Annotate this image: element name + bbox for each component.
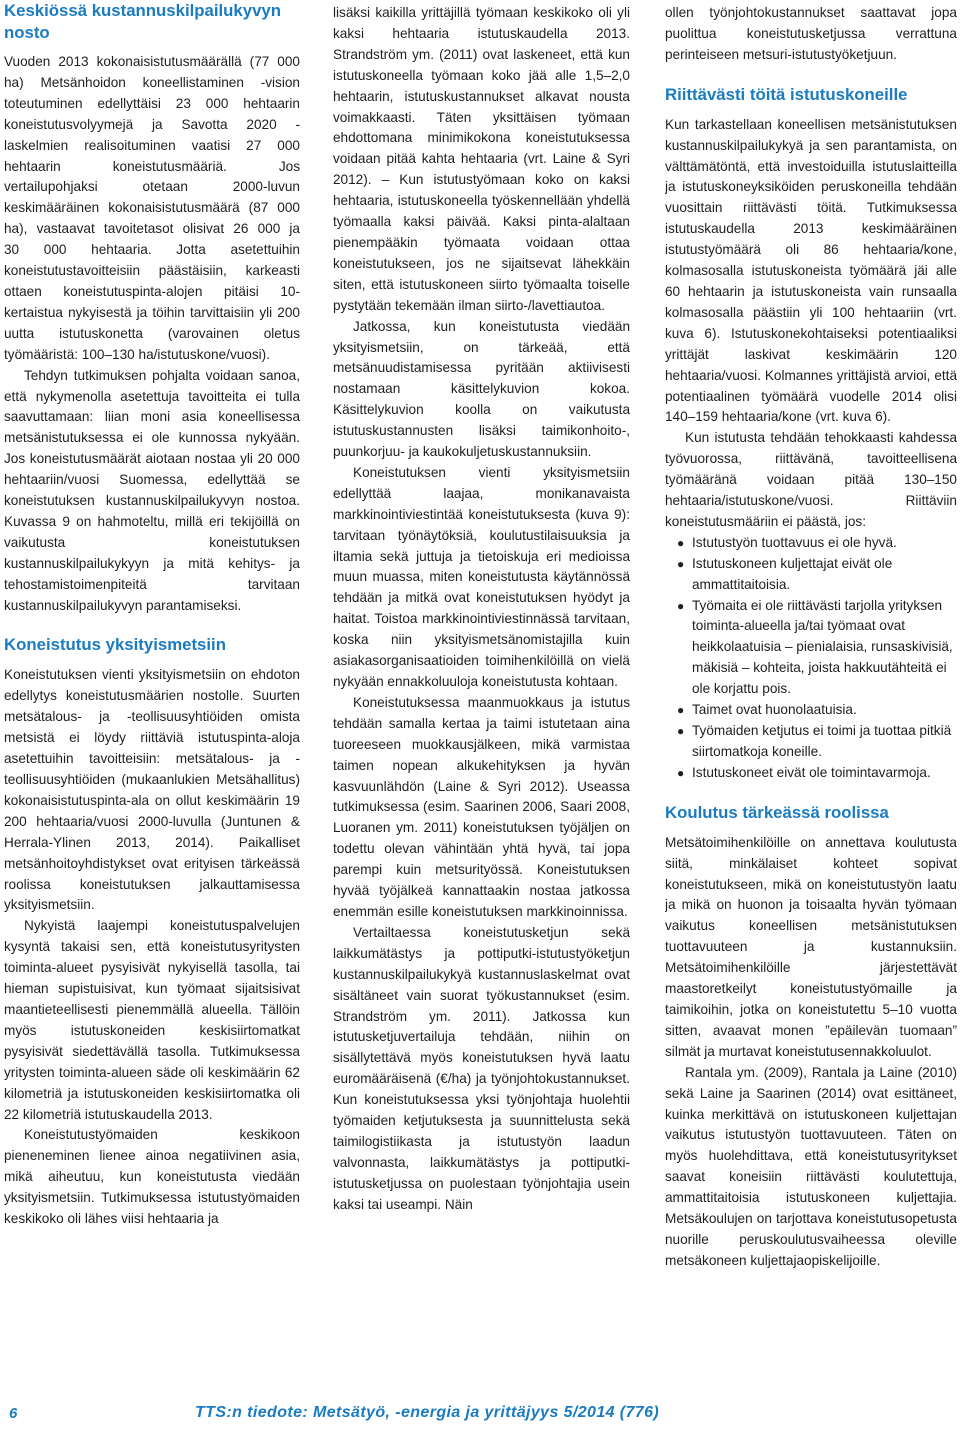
bullet-item: ● Työmaita ei ole riittävästi tarjolla yrityksen toiminta-alueella ja/tai työmaat ovat heikkolaatuisia – pienialaisia, runsaskivisiä, mäkisiä – kohteita, joista hakkuutähteitä ei ole korjattu pois. [677,597,953,697]
paragraph: Jatkossa, kun koneistutusta viedään yksityismetsiin, on tärkeää, että metsänuudistamisessa pyritään aktiivisesti nostamaan käsittelykuvion kokoa. Käsittelykuvion koolla on vaikutusta istutuskustannusten lisäksi taimikonhoito-, puunkorjuu- ja kaukokuljetuskustannuksiin. [333,318,630,460]
bullet-icon: ● [677,535,685,550]
bullet-icon: ● [677,765,685,780]
section-heading-enough-work: Riittävästi töitä istutuskoneille [665,84,908,104]
paragraph: Koneistutuksen vienti yksityismetsiin on ehdoton edellytys koneistutusmäärien nostolle. Suurten metsätalous- ja -teollisuusyhtiöiden omista metsistä ei löydy riittäviä istutuspinta-aloja asetettuihin tavoitteisiin: metsätalous- ja -teollisuusyhtiöiden (mukaanlukien Metsähallitus) kokonaisistutuspinta-ala on ollut keskimäärin 19 200 hehtaaria/vuosi 2000-luvulla (Juntunen & Herrala-Ylinen 2013, 2014). Paikalliset metsänhoitoyhdistykset ovat erityisen tärkeässä roolissa koneistutuksen jalkauttamisessa yksityismetsiin. [4,667,300,913]
section-heading-training: Koulutus tärkeässä roolissa [665,802,889,822]
bullet-list [665,533,957,784]
publication-title: TTS:n tiedote: Metsätyö, -energia ja yrittäjyys 5/2014 (776) [195,1404,660,1421]
paragraph: lisäksi kaikilla yrittäjillä työmaan keskikoko oli yli kaksi hehtaaria istutuskaudella 2013. Strandström ym. (2011) ovat laskeneet, että kun istutuskoneella työmaan koko jää alle 1,5–2,0 hehtaarin, istutuskustannukset alkavat nousta voimakkaasti. Täten yksittäisen työmaan ehdottomana minimikokona koneistutuksessa voidaan pitää kahta hehtaaria (vrt. Laine & Syri 2012). – Kun istutustyömaan koko on kaksi hehtaaria, istutuskoneella työskennellään yhdellä työmaalla kaksi päivää. Kaksi pinta-alaltaan pienempääkin työmaata voidaan ottaa koneistutukseen, jos ne sijaitsevat lähekkäin siten, että istutuskoneen siirto työmaalta toiselle pystytään tekemään ilman siirto-/lavettiautoa. [333,5,630,313]
bullet-item: ● Istutustyön tuottavuus ei ole hyvä. [665,533,957,554]
paragraph: Tehdyn tutkimuksen pohjalta voidaan sanoa, että nykymenolla asetettuja tavoitteita ei tulla saavuttamaan: liian moni asia koneellisessa metsänistutuksessa ei ole kunnossa nykyään. Jos koneistutusmäärät aiotaan nostaa yli 20 000 hehtaariin/vuosi Suomessa, edellyttää se koneistutuksen kustannuskilpailukyvyn nostoa. Kuvassa 9 on hahmoteltu, millä eri tekijöillä on vaikutusta koneistutuksen kustannuskilpailukykyyn ja mitä kehitys- ja tehostamistoimenpiteitä tarvitaan kustannuskilpailukyvyn parantamiseksi. [4,367,300,613]
bullet-item: ● Taimet ovat huonolaatuisia. [665,700,957,721]
paragraph: Vuoden 2013 kokonaisistutusmäärällä (77 000 ha) Metsänhoidon koneellistaminen -vision toteutuminen edellyttäisi 23 000 hehtaarin koneistutusvolyymejä ja Savotta 2020 -laskelmien realisoituminen vaatisi 27 000 hehtaarin koneistutusmääriä. Jos vertailupohjaksi otetaan 2000-luvun keskimääräinen kokonaisistutusmäärä (87 000 ha), vastaavat tavoitetasot olisivat 26 000 ja 30 000 hehtaaria. Jotta asetettuihin koneistutustavoitteisiin päästäisiin, karkeasti ottaen koneistutuspinta-alojen pitäisi 10-kertaistua nykyisestä ja töihin tarvittaisiin yli 200 uutta istutuskonetta (varovainen oletus työmääristä: 100–130 ha/istutuskone/vuosi). [4,54,300,362]
article-column-2 [333,3,630,1391]
bullet-icon: ● [677,703,685,718]
bullet-item: ● Työmaiden ketjutus ei toimi ja tuottaa pitkiä siirtomatkoja koneille. [677,723,952,759]
paragraph: Vertailtaessa koneistutusketjun sekä laikkumätästys ja pottiputki-istutustyöketjun kustannuskilpailukykyä kustannuslaskelmat ovat sisältäneet vain suorat työkustannukset (esim. Strandström ym. 2011). Jatkossa kun istutusketjuvertailuja tehdään, niihin on sisällytettävä myös koneistutuksen hyvä laatu euromääräisenä (€/ha) ja työnjohtokustannukset. Kun koneistutuksessa yksi työnjohtaja huolehtii työmaiden ketjutuksesta ja suunnittelusta sekä taimilogistiikasta ja istutustyön laadun valvonnasta, laikkumätästys ja pottiputki-istutusketjussa on puolestaan työnjohtajia usein kaksi tai useampi. Näin [333,924,630,1212]
paragraph: Koneistutuksen vienti yksityismetsiin edellyttää laajaa, monikanavaista markkinointiviestintää koneistutuksesta (kuva 9): tarvitaan työnäytöksiä, koulutustilaisuuksia ja iltamia sekä juttuja ja tietoiskuja eri medioissa muun muassa, miten koneistutusta käytännössä tehdään ja mitkä ovat koneistutuksen hyödyt ja haitat. Toistoa markkinointiviestinnässä tarvitaan, koska niin yksityismetsänomistajilla kuin asiakasorganisaatioiden toimihenkilöillä on vielä nykyään ennakkoluuloja koneistutusta kohtaan. [333,464,630,689]
paragraph: Rantala ym. (2009), Rantala ja Laine (2010) sekä Laine ja Saarinen (2014) ovat esittäneet, kuinka merkittävä on istutuskoneen kuljettajan vaikutus istutustyön tuottavuuteen. Täten on myös huolehdittava, että koneistutusyritykset saavat koneisiin riittävästi koulutettuja, ammattitaitoisia istutuskoneen kuljettajia. Metsäkoulujen on tarjottava koneistutusopetusta nuorille peruskoulutusvaiheessa oleville metsäkoneen kuljettajaopiskelijoille. [665,1064,957,1268]
bullet-icon: ● [677,724,685,738]
paragraph: Kun istutusta tehdään tehokkaasti kahdessa työvuorossa, riittävänä, tavoitteellisena työmääränä voidaan pitää 130–150 hehtaaria/istutuskone/vuosi. Riittäviin koneistutusmääriin ei päästä, jos: [665,430,957,529]
bullet-icon: ● [677,598,685,613]
article-column-3 [665,3,957,1391]
paragraph: ollen työnjohtokustannukset saattavat jopa puolittua koneistutusketjussa verrattuna perinteiseen metsuri-istutustyöketjuun. [665,5,957,62]
paragraph: Metsätoimihenkilöille on annettava koulutusta siitä, minkälaiset kohteet sopivat koneistutukseen, mikä on koneistutustyön laatu ja mikä on huonon ja toisaalta hyvän työmaan vaikutus koneellisen metsänistutuksen tuottavuuteen ja kustannuksiin. Metsätoimihenkilöille järjestettävät maastoretkeilyt koneistutustyömaille ja taimikoihin, jotka on koneistutettu 5–10 vuotta sitten, avaavat monen ”epäilevän tuomaan” silmät ja murtavat koneistutusennakkoluulot. [665,834,957,1059]
bullet-item: ● Istutuskoneen kuljettajat eivät ole ammattitaitoisia. [677,555,893,592]
section-heading-cost-competitiveness: Keskiössä kustannuskilpailukyvyn nosto [4,1,282,42]
paragraph: Nykyistä laajempi koneistutuspalvelujen kysyntä takaisi sen, että koneistutusyritysten toiminta-alueet pysyisivät nykyisellä tasolla, tai hieman supistuisivat, kun työmaat sijaitsisivat maantieteellisesti pienemmällä alueella. Tällöin myös istutuskoneiden keskisiirtomatkat pysyisivät siedettävällä tasolla. Tutkimuksessa yritysten toiminta-alueen säde oli keskimäärin 62 kilometriä ja istutuskoneiden keskisiirtomatka oli 22 kilometriä istutuskaudella 2013. [4,918,300,1122]
bullet-icon: ● [677,556,685,571]
article-column-1 [4,0,300,1388]
page-number: 6 [9,1405,18,1422]
paragraph: Koneistutustyömaiden keskikoon pieneneminen lienee ainoa negatiivinen asia, mikä aiheutuu, kun koneistutusta viedään yksityismetsiin. Tutkimuksessa istutustyömaiden keskikoko oli lähes viisi hehtaaria ja [4,1127,300,1227]
bullet-item: ● Istutuskoneet eivät ole toimintavarmoja. [665,763,957,784]
paragraph: Kun tarkastellaan koneellisen metsänistutuksen kustannuskilpailukykyä ja sen parantamista, on välttämätöntä, että investoiduilla istutuslaitteilla ja istutuskoneyksiköiden peruskoneilla tehdään vuosittain riittävästi töitä. Tutkimuksessa istutuskaudella 2013 keskimääräinen istutustyömäärä oli 86 hehtaaria/kone, kolmasosalla istutuskoneista työmäärä jäi alle 60 hehtaarin ja istutuskoneista vain runsaalla kolmasosalla päästiin yli 100 hehtaariin (vrt. kuva 6). Istutuskonekohtaiseksi potentiaaliksi yrittäjät laskivat keskimäärin 120 hehtaaria/vuosi. Kolmannes yrittäjistä arvioi, että potentiaalinen työmäärä vuodelle 2014 olisi 140–159 hehtaaria/kone (vrt. kuva 6). [665,116,957,425]
section-heading-private-forests: Koneistutus yksityismetsiin [4,635,226,655]
paragraph: Koneistutuksessa maanmuokkaus ja istutus tehdään samalla kertaa ja taimi istutetaan aina tuoreeseen muokkausjälkeen, mikä varmistaa taimen nopean alkukehityksen ja hyvän kasvuunlähdön (Laine & Syri 2012). Useassa tutkimuksessa (esim. Saarinen 2006, Saari 2008, Luoranen ym. 2011) koneistutuksen työjäljen on todettu olevan vähintään yhtä hyvä, tai jopa parempi kuin metsurityössä. Koneistutuksen hyvää työjälkeä kannattaakin nostaa jatkossa enemmän esille koneistutuksen markkinoinnissa. [333,694,630,919]
